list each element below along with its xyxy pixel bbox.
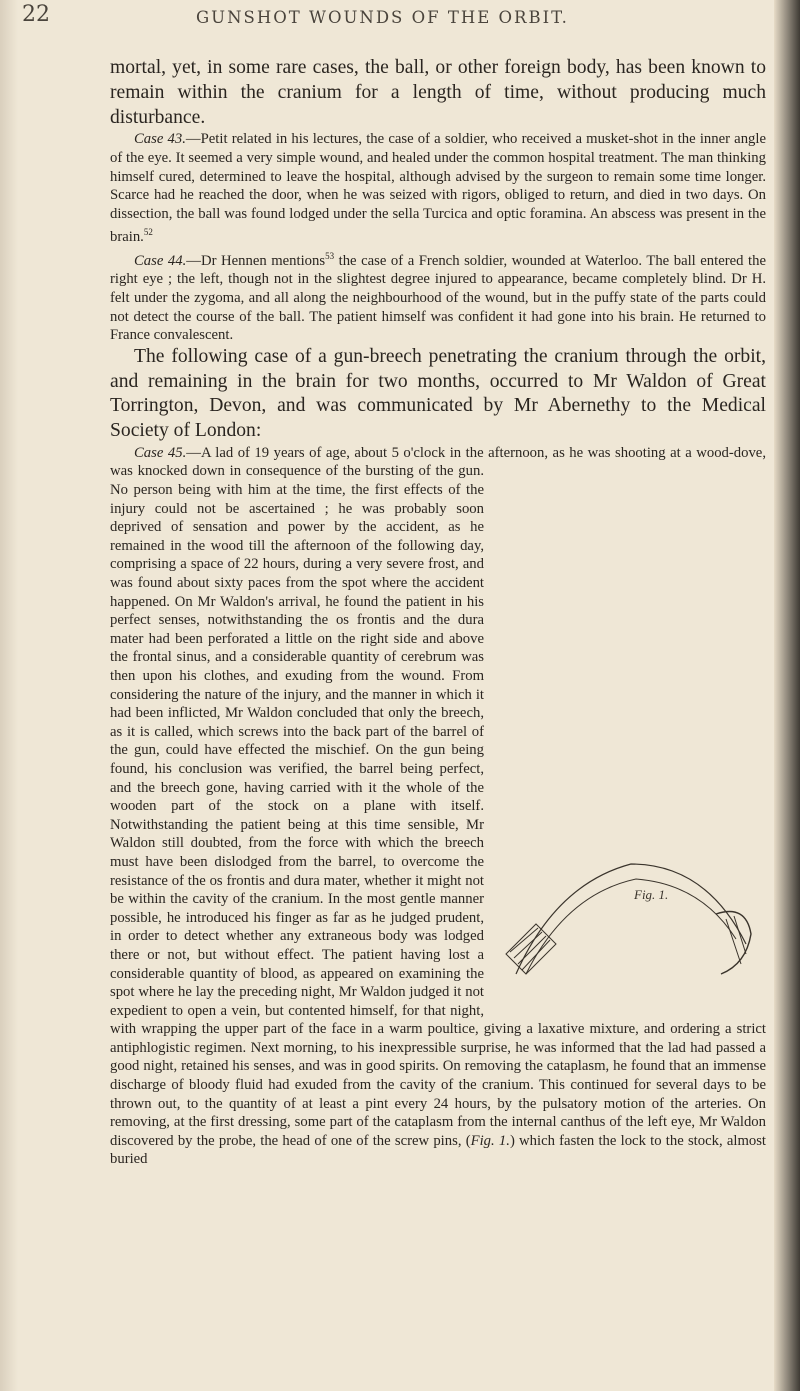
case-44-text-before: —Dr Hennen mentions: [186, 252, 326, 269]
page-edge: [774, 0, 800, 1391]
fig-1-float: [496, 824, 766, 1014]
intro-paragraph: mortal, yet, in some rare cases, the ball, or other foreign body, has been known to remain within the cranium for a length of time, without producing much disturbance.: [110, 57, 766, 128]
page-gutter-shadow: [0, 0, 18, 1391]
case-44-paragraph: [110, 247, 766, 345]
fig-1-label: Fig. 1.: [634, 886, 669, 902]
case-44-text-after: the case of a French soldier, wounded at Waterloo. The ball entered the right eye ; the left, though not in the slightest degree injured to appearance, became completely blind. Dr H. felt under the zygoma, and all along the neighbourhood of the wound, but in the puffy state of the parts could not detect the course of the ball. The patient himself was confident it had gone into his brain. He returned to France convalescent.: [110, 252, 766, 344]
case-45-paragraph: [110, 444, 766, 1169]
running-head: GUNSHOT WOUNDS OF THE ORBIT.: [196, 8, 569, 27]
fig-1-illustration: [496, 824, 766, 1014]
footnote-ref-53: 53: [325, 250, 335, 261]
case-45-label: Case 45.: [134, 444, 187, 461]
page-number: 22: [22, 2, 50, 27]
fig-1-inner-curve: [526, 879, 736, 974]
footnote-ref-52: 52: [143, 227, 153, 238]
case-43-label: Case 43.: [134, 131, 186, 148]
case-43-paragraph: [110, 130, 766, 246]
case-43-text: —Petit related in his lectures, the case of a soldier, who received a musket-shot in the inner angle of the eye. It seemed a very simple wound, and healed under the common hospital treatment. The man thinking himself cured, determined to leave the hospital, although advised by the surgeon to remain some time longer. Scarce had he reached the door, when he was seized with rigors, obliged to return, and died in two days. On dissection, the ball was found lodged under the sella Turcica and optic foramina. An abscess was present in the brain.: [110, 131, 766, 246]
case-44-label: Case 44.: [134, 252, 187, 269]
body-text: [110, 56, 766, 1169]
case-45-text-end: ) which fasten the lock to the stock, almost buried: [110, 1132, 767, 1168]
fig-1-reference: Fig. 1.: [470, 1132, 510, 1149]
following-case-paragraph: The following case of a gun-breech penetrating the cranium through the orbit, and remaining in the brain for two months, occurred to Mr Waldon of Great Torrington, Devon, and was communicated by Mr Abernethy to the Medical Society of London:: [110, 345, 766, 442]
case-45-text: —A lad of 19 years of age, about 5 o'clock in the afternoon, as he was shooting at a wood-dove, was knocked down in consequence of the bursting of the gun. No person being with him at the time, the first effects of the injury could not be ascertained ; he was probably soon deprived of sensation and power by the accident, as he remained in the wood till the afternoon of the following day, comprising a space of 22 hours, during a very severe frost, and was found about sixty paces from the spot where the accident happened. On Mr Waldon's arrival, he found the patient in his perfect senses, notwithstanding the os frontis and the dura mater had been perforated a little on the right side and above the frontal sinus, and a considerable quantity of cerebrum was then upon his clothes, and exuding from the wound. From considering the nature of the injury, and the manner in which it had been inflicted, Mr Waldon concluded that only the breech, as it is called, which screws into the back part of the barrel of the gun, could have effected the mischief. On the gun being found, his conclusion was verified, the barrel being perfect, and the breech gone, having carried with it the whole of the wooden part of the stock on a plane with itself. Notwithstanding the patient being at this time sensible, Mr Waldon still doubted, from the force with which the breech must have been dislodged from the barrel, to overcome the resistance of the os frontis and dura mater, whether it might not be within the cavity of the cranium. In the most gentle manner possible, he introduced his finger as far as he judged prudent, in order to detect whether any extraneous body was lodged there or not, but without effect. The patient having lost a considerable quantity of blood, as appeared on examining the spot where he lay the preceding night, Mr Waldon judged it not expedient to open a vein, but contented himself, for that night, with wrapping the upper part of the face in a warm poultice, giving a laxative mixture, and ordering a strict antiphlogistic regimen. Next morning, to his inexpressible surprise, he was informed that the lad had passed a good night, retained his senses, and was in good spirits. On removing the cataplasm, he found that an immense discharge of bloody fluid had exuded from the cavity of the cranium. This continued for several days to be thrown out, to the quantity of at least a pint every 24 hours, by the pulsatory motion of the arteries. On removing, at the first dressing, some part of the cataplasm from the internal canthus of the left eye, Mr Waldon discovered by the probe, the head of one of the screw pins, (: [110, 444, 767, 1149]
